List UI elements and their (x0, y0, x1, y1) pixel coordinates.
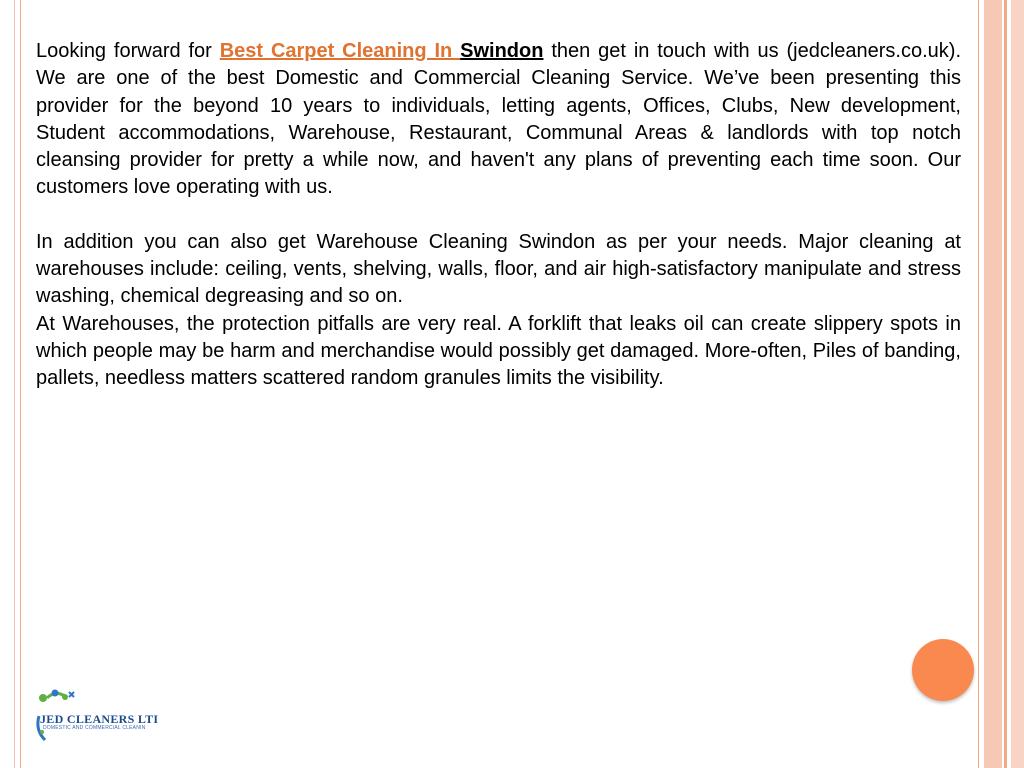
intro-text-continued: then get in touch with us (jedcleaners.co.uk). We are one of the best Domestic and Commercial Cleaning Service. We’ve been presenting this provider for the beyond 10 years to individuals, letting agents, Offices, Clubs, New development, Student accommodations, Warehouse, Restaurant, Communal Areas & landlords with top notch cleansing provider for pretty a while now, and haven't any plans of preventing each time soon. Our customers love operating with us. (36, 40, 962, 199)
paragraph-intro (36, 38, 961, 202)
border-stripe (978, 0, 979, 768)
border-stripe (1004, 0, 1007, 768)
paragraph-safety: At Warehouses, the protection pitfalls are very real. A forklift that leaks oil can create slippery spots in which people may be harm and merchandise would possibly get damaged. More-often, Piles of banding, pallets, needless matters scattered random granules limits the visibility. (36, 312, 961, 390)
border-stripe (1011, 0, 1024, 768)
slide-body (36, 38, 961, 393)
border-stripe (984, 0, 1002, 768)
paragraph-gap (36, 202, 961, 229)
best-carpet-cleaning-link[interactable]: Best Carpet Cleaning In (219, 40, 461, 62)
right-border-decoration (978, 0, 1024, 768)
left-border-decoration (0, 0, 21, 768)
logo-tagline: DOMESTIC AND COMMERCIAL CLEANIN (43, 725, 146, 731)
intro-text: Looking forward for (36, 40, 220, 62)
paragraph-warehouse: In addition you can also get Warehouse Cleaning Swindon as per your needs. Major cleaning at warehouses include: ceiling, vents, shelving, walls, floor, and air high-satisfactory manipulate and stress washing, chemical degreasing and so on. (36, 230, 961, 308)
orange-circle-decoration (912, 639, 974, 701)
logo-name: JED CLEANERS LTI (40, 712, 159, 726)
swindon-link[interactable]: Swindon (460, 40, 544, 62)
